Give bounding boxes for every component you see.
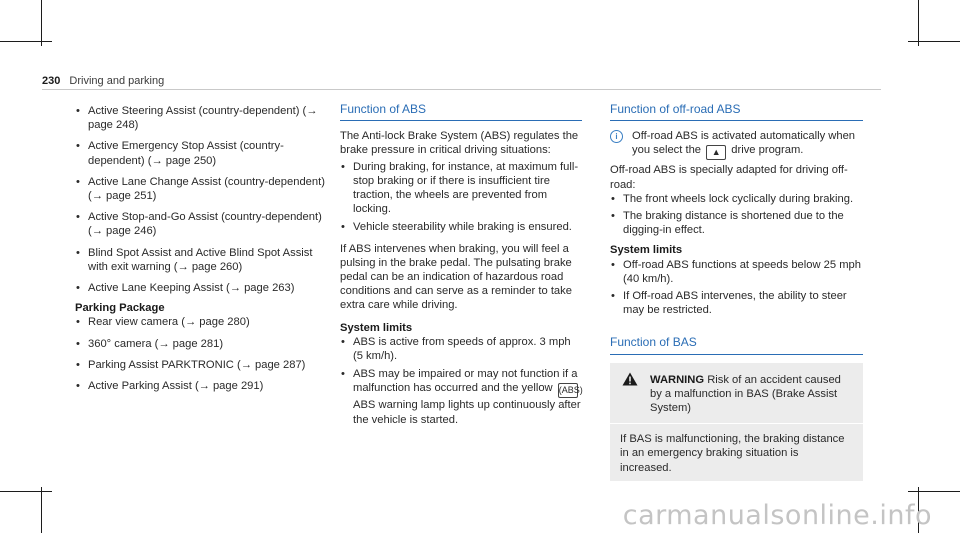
list-item: • Active Emergency Stop Assist (country-dependent) (→ page 250) bbox=[75, 139, 325, 167]
offroad-intro: Off-road ABS is specially adapted for driving off-road: bbox=[610, 164, 848, 191]
warning-text: Risk of an accident caused by a malfunction in BAS (Brake Assist System) bbox=[650, 373, 841, 415]
warning-triangle-icon bbox=[622, 372, 638, 386]
section-title-bas: Function of BAS bbox=[610, 335, 863, 354]
warning-body: If BAS is malfunctioning, the braking distance in an emergency braking situation is increased. bbox=[620, 433, 845, 474]
info-note bbox=[610, 129, 863, 160]
list-item: • Rear view camera (→ page 280) bbox=[75, 315, 325, 329]
offroad-drive-program-icon: ▲ bbox=[706, 145, 726, 160]
list-item bbox=[340, 367, 582, 427]
section-title-abs: Function of ABS bbox=[340, 102, 582, 121]
info-icon: i bbox=[610, 130, 623, 143]
list-item: • Active Stop-and-Go Assist (country-dependent) (→ page 246) bbox=[75, 210, 325, 238]
right-column bbox=[610, 102, 863, 481]
note-text-before: Off-road ABS is activated automatically when you select the bbox=[632, 130, 856, 157]
left-column bbox=[75, 104, 325, 393]
middle-column bbox=[340, 102, 582, 427]
list-item: • Active Lane Keeping Assist (→ page 263) bbox=[75, 281, 325, 295]
abs-paragraph: If ABS intervenes when braking, you will feel a pulsing in the brake pedal. The pulsating brake pedal can be an indication of hazardous road conditions and can serve as a reminder to take extra care while driving. bbox=[340, 242, 572, 312]
list-item: • Vehicle steerability while braking is ensured. bbox=[340, 220, 582, 234]
header-divider bbox=[42, 89, 881, 90]
crop-mark bbox=[41, 0, 42, 46]
crop-mark bbox=[0, 491, 52, 492]
crop-mark bbox=[41, 487, 42, 533]
list-item: • Active Parking Assist (→ page 291) bbox=[75, 379, 325, 393]
list-item: • The braking distance is shortened due to the digging-in effect. bbox=[610, 209, 863, 237]
list-item: • 360° camera (→ page 281) bbox=[75, 337, 325, 351]
warning-header bbox=[610, 363, 863, 425]
system-limits-heading: System limits bbox=[340, 321, 413, 334]
warning-box bbox=[610, 363, 863, 481]
page-header bbox=[42, 75, 164, 87]
note-text-after: drive program. bbox=[731, 144, 804, 157]
page-section-title: Driving and parking bbox=[69, 75, 165, 87]
watermark-text: carmanualsonline.info bbox=[622, 500, 932, 531]
crop-mark bbox=[908, 491, 960, 492]
page-number: 230 bbox=[42, 75, 61, 87]
list-item: • Active Steering Assist (country-dependent) (→ page 248) bbox=[75, 104, 325, 132]
system-limits-heading: System limits bbox=[610, 244, 683, 257]
limit-text-before: ABS may be impaired or may not function if a malfunction has occurred and the yellow bbox=[353, 368, 578, 395]
crop-mark bbox=[918, 0, 919, 46]
list-item: • The front wheels lock cyclically during braking. bbox=[610, 192, 863, 206]
crop-mark bbox=[908, 41, 960, 42]
list-item: • ABS is active from speeds of approx. 3 mph (5 km/h). bbox=[340, 335, 582, 363]
list-item: • If Off-road ABS intervenes, the ability to steer may be restricted. bbox=[610, 289, 863, 317]
warning-label: WARNING bbox=[650, 373, 705, 386]
section-title-offroad-abs: Function of off-road ABS bbox=[610, 102, 863, 121]
list-item: • Active Lane Change Assist (country-dependent) (→ page 251) bbox=[75, 175, 325, 203]
list-item: • During braking, for instance, at maximum full-stop braking or if there is insufficient tire traction, the wheels are prevented from locking. bbox=[340, 160, 582, 217]
crop-mark bbox=[0, 41, 52, 42]
abs-intro: The Anti-lock Brake System (ABS) regulates the brake pressure in critical driving situations: bbox=[340, 130, 579, 157]
limit-text-after: ABS warning lamp lights up continuously after the vehicle is started. bbox=[353, 399, 581, 426]
abs-warning-lamp-icon: (ABS) bbox=[558, 383, 578, 398]
list-item: • Parking Assist PARKTRONIC (→ page 287) bbox=[75, 358, 325, 372]
list-item: • Off-road ABS functions at speeds below 25 mph (40 km/h). bbox=[610, 258, 863, 286]
parking-package-heading: Parking Package bbox=[75, 302, 165, 315]
list-item: • Blind Spot Assist and Active Blind Spot Assist with exit warning (→ page 260) bbox=[75, 246, 325, 274]
